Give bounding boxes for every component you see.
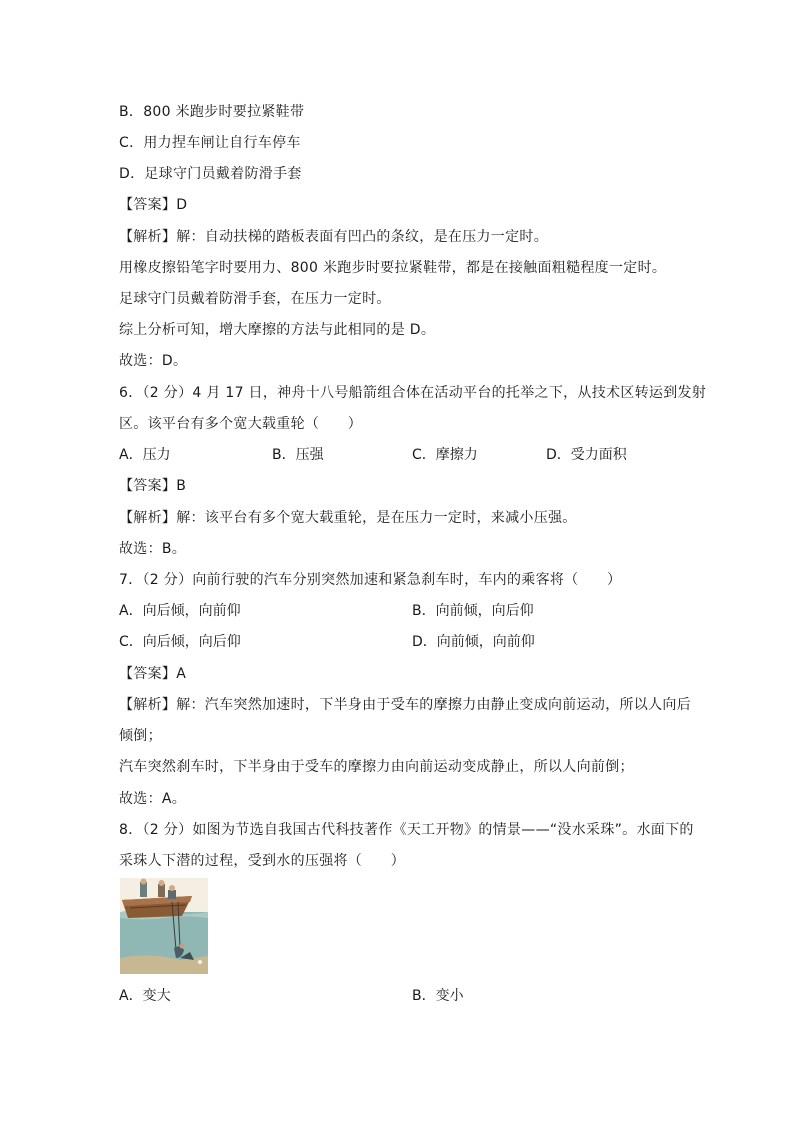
q7-option-a: A．向后倾，向前仰 <box>119 603 241 619</box>
question-6-line2: 区。该平台有多个宽大载重轮（ ） <box>119 416 363 432</box>
q7-option-d: D．向前倾，向前仰 <box>412 634 535 650</box>
question-8-line1: 8．（2 分）如图为节选自我国古代科技著作《天工开物》的情景——“没水采珠”。水面下的 <box>119 822 694 838</box>
option-c-line: C．用力捏车闸让自行车停车 <box>119 135 301 151</box>
answer-7: 【答案】A <box>119 666 187 682</box>
analysis-7-line1: 【解析】解：汽车突然加速时，下半身由于受车的摩擦力由静止变成向前运动，所以人向后 <box>119 697 691 713</box>
question-7: 7．（2 分）向前行驶的汽车分别突然加速和紧急刹车时，车内的乘客将（ ） <box>119 572 622 588</box>
analysis-5-line2: 用橡皮擦铅笔字时要用力、800 米跑步时要拉紧鞋带，都是在接触面粗糙程度一定时。 <box>119 260 667 276</box>
question-8-line2: 采珠人下潜的过程，受到水的压强将（ ） <box>119 853 405 869</box>
option-b-line: B．800 米跑步时要拉紧鞋带 <box>119 104 305 120</box>
choose-7: 故选：A。 <box>119 791 187 807</box>
q6-option-b: B．压强 <box>272 447 324 463</box>
q8-option-b: B．变小 <box>412 988 464 1004</box>
choose-5: 故选：D。 <box>119 353 188 369</box>
choose-6: 故选：B。 <box>119 541 187 557</box>
answer-6: 【答案】B <box>119 478 187 494</box>
analysis-5-line3: 足球守门员戴着防滑手套，在压力一定时。 <box>119 291 391 307</box>
pearl-diving-illustration <box>120 878 208 974</box>
question-6-line1: 6．（2 分）4 月 17 日，神舟十八号船箭组合体在活动平台的托举之下，从技术区转运到发射 <box>119 385 707 401</box>
q8-option-a: A．变大 <box>119 988 171 1004</box>
q7-option-c: C．向后倾，向后仰 <box>119 634 241 650</box>
q6-option-a: A．压力 <box>119 447 171 463</box>
option-d-line: D．足球守门员戴着防滑手套 <box>119 166 302 182</box>
q7-option-b: B．向前倾，向后仰 <box>412 603 534 619</box>
analysis-5-line4: 综上分析可知，增大摩擦的方法与此相同的是 D。 <box>119 322 436 338</box>
answer-5: 【答案】D <box>119 197 188 213</box>
analysis-7-line3: 汽车突然刹车时，下半身由于受车的摩擦力由向前运动变成静止，所以人向前倒； <box>119 759 634 775</box>
q6-option-d: D．受力面积 <box>546 447 627 463</box>
analysis-5-line1: 【解析】解：自动扶梯的踏板表面有凹凸的条纹，是在压力一定时。 <box>119 229 548 245</box>
q6-option-c: C．摩擦力 <box>412 447 478 463</box>
analysis-7-line2: 倾倒； <box>119 728 162 744</box>
analysis-6: 【解析】解：该平台有多个宽大载重轮，是在压力一定时，来减小压强。 <box>119 510 577 526</box>
